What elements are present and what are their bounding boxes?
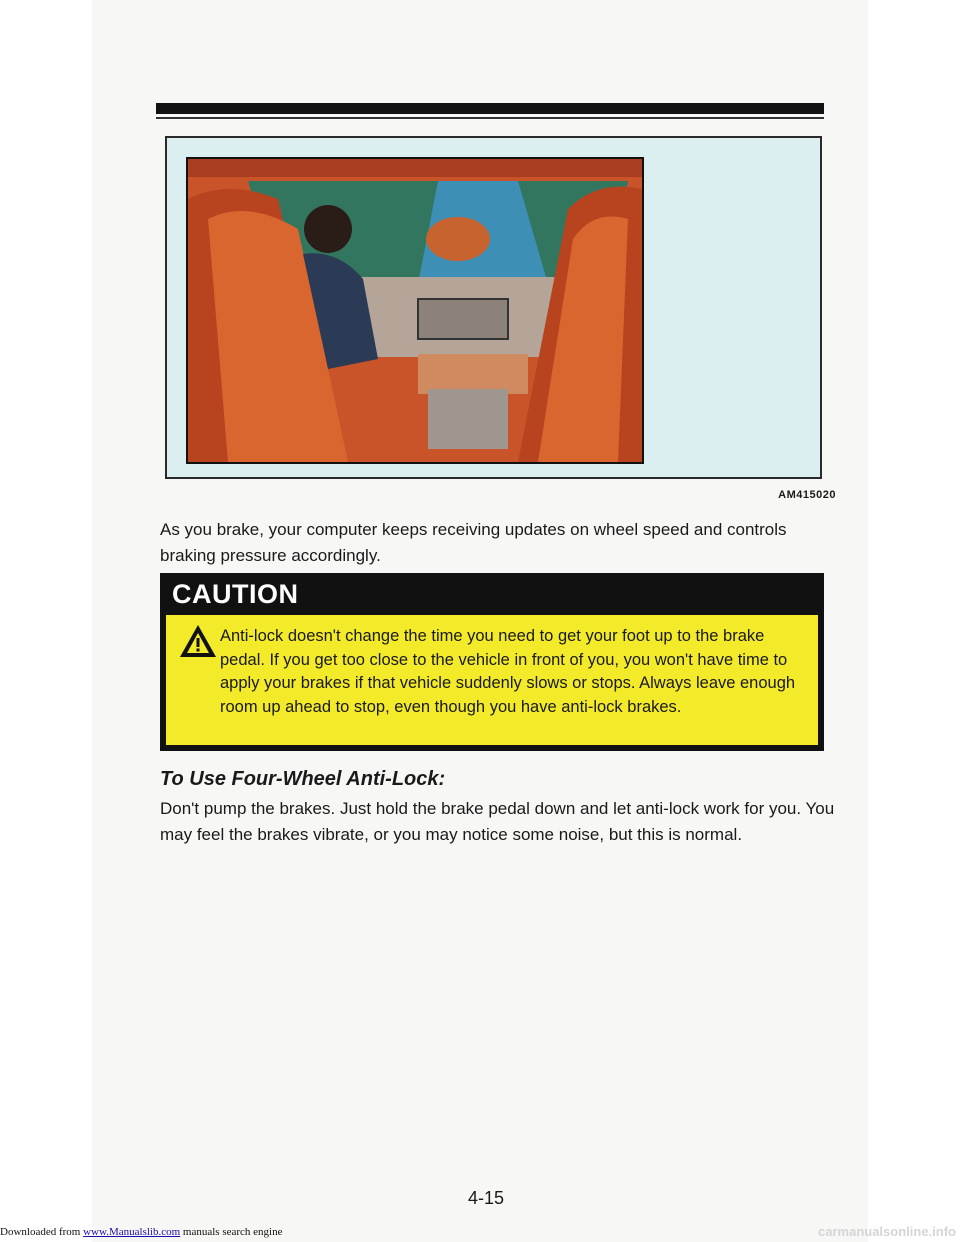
paragraph-braking-updates: As you brake, your computer keeps receiving updates on wheel speed and controls braking pressure accordingly. bbox=[160, 520, 787, 565]
figure-frame bbox=[165, 136, 822, 479]
caution-text: Anti-lock doesn't change the time you need to get your foot up to the brake pedal. If you get too close to the vehicle in front of you, you won't have time to apply your brakes if that vehicle suddenly slows or stops. Always leave enough room up ahead to stop, even though you have anti-lock brakes. bbox=[220, 627, 796, 716]
driver-braking-illustration bbox=[186, 157, 644, 464]
manualslib-link[interactable]: www.Manualslib.com bbox=[83, 1226, 181, 1238]
section-subheading: To Use Four-Wheel Anti-Lock: bbox=[160, 768, 446, 790]
caution-title: CAUTION bbox=[172, 579, 299, 609]
download-footer bbox=[0, 1226, 282, 1238]
paragraph-how-to-use: Don't pump the brakes. Just hold the brake pedal down and let anti-lock work for you. You may feel the brakes vibrate, or you may notice some noise, but this is normal. bbox=[160, 799, 835, 844]
page-number: 4-15 bbox=[468, 1188, 505, 1208]
caution-box bbox=[160, 573, 824, 751]
header-rule bbox=[156, 103, 824, 114]
footer-suffix: manuals search engine bbox=[180, 1226, 283, 1238]
warning-triangle-icon bbox=[178, 623, 218, 659]
watermark-text: carmanualsonline.info bbox=[818, 1224, 956, 1239]
header-rule-thin bbox=[156, 117, 824, 119]
figure-id: AM415020 bbox=[778, 489, 836, 501]
footer-prefix: Downloaded from bbox=[0, 1226, 84, 1238]
caution-body bbox=[166, 615, 818, 745]
